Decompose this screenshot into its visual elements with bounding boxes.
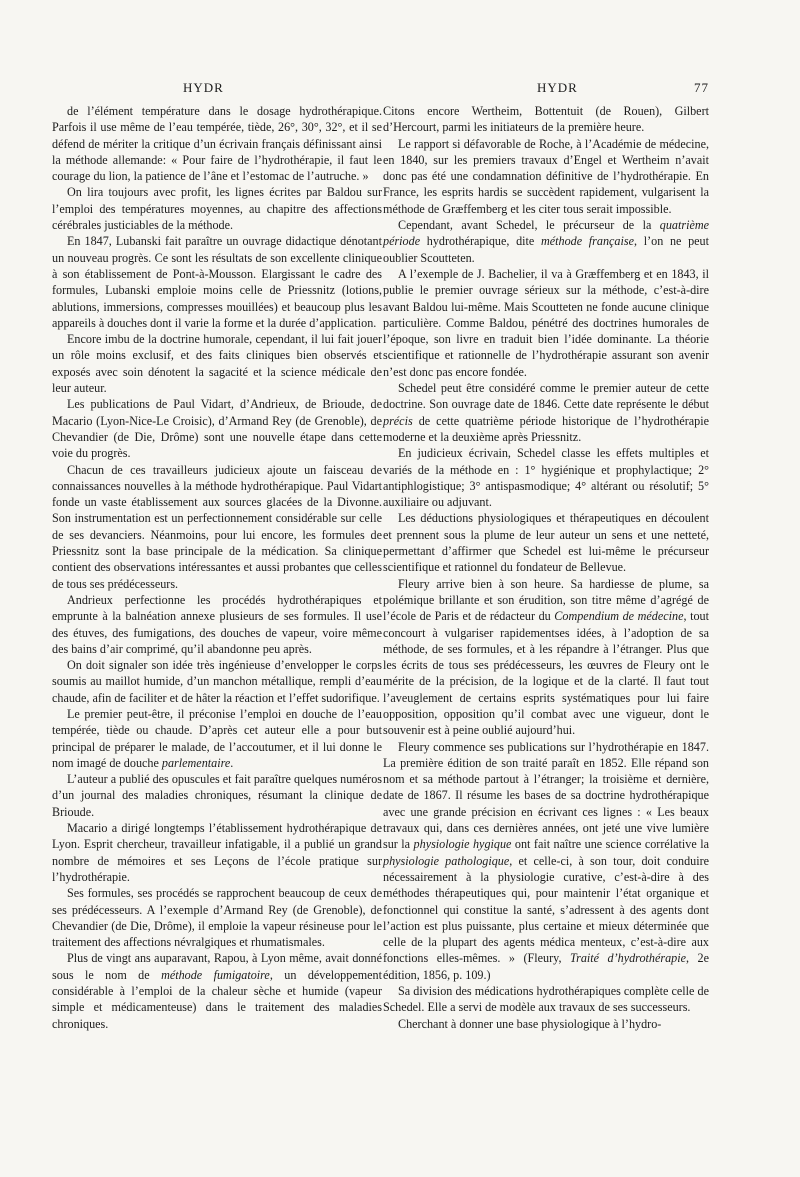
text-run: Les publications de Paul Vidart, d’Andrieux, de Brioude, de Macario (Lyon-Nice-Le Croisic), d’Armand Rey (de Grenoble), de Chevandier (de Die, Drôme) sont une nouvelle étape dans cette voie du progrès.	[52, 397, 382, 461]
text-run: Citons encore Wertheim, Bottentuit (de Rouen), Gilbert d’Hercourt, parmi les initiateurs de la première heure.	[383, 104, 709, 135]
page-number: 77	[694, 80, 709, 95]
text-run: hydrothérapique, dite	[420, 234, 541, 249]
text-run: Fleury arrive bien à son heure. Sa hardiesse de plume, sa polémique brillante et son érudition, son titre même d’agrégé de l’école de Paris et de rédacteur du	[383, 576, 709, 624]
paragraph	[52, 103, 382, 184]
paragraph	[52, 706, 382, 771]
text-run: , et celle-ci, à son tour, doit conduire nécessairement à la physiologie curative, c’est-à-dire à des méthodes thérapeutiques qui, pour maintenir l’état organique et fonctionnel qui constitue la santé, s’adressent à des agents dont l’action est plus puissante, plus certaine et mieux déterminée que celle de la plupart des agents médica menteux, c’est-à-dire aux fonctions elles-mêmes. » (Fleury,	[383, 853, 710, 966]
text-run: Encore imbu de la doctrine humorale, cependant, il lui fait jouer un rôle moins exclusif, et des faits cliniques bien observés et exposés avec soin dénotent la sagacité et la science médicale de leur auteur.	[52, 332, 382, 396]
text-run: En judicieux écrivain, Schedel classe les effets multiples et variés de la méthode en : 1° hygiénique et prophylactique; 2° antiphlogistique; 3° antispasmodique; 4° altérant ou résolutif; 5° auxiliaire ou adjuvant.	[383, 446, 709, 510]
paragraph	[52, 184, 382, 233]
paragraph	[52, 820, 382, 885]
paragraph	[383, 136, 709, 217]
text-run: Le premier peut-être, il préconise l’emploi en douche de l’eau tempérée, tiède ou chaude. D’après cet auteur elle a pour but principal de préparer le malade, de l’accoutumer, et il lui donne le nom imagé de douche	[52, 706, 382, 770]
text-run: Sa division des médications hydrothérapiques complète celle de Schedel. Elle a servi de modèle aux travaux de ses successeurs.	[383, 984, 709, 1015]
paragraph	[383, 380, 709, 445]
text-run: , 2e édition, 1856, p. 109.)	[383, 951, 709, 982]
right-text-column	[383, 103, 709, 1032]
paragraph	[52, 885, 382, 950]
text-run: de l’élément température dans le dosage hydrothérapique. Parfois il use même de l’eau tempérée, tiède, 26°, 30°, 32°, et il se défend de mériter la critique d’un écrivain français définissant ainsi la méthode allemande: « Pour faire de l’hydrothérapie, il faut le courage du lion, la patience de l’âne et l’estomac de l’autruche. »	[52, 104, 382, 184]
italic-text: précis	[383, 413, 413, 428]
paragraph	[383, 1016, 709, 1032]
paragraph	[383, 576, 709, 739]
paragraph	[52, 657, 382, 706]
paragraph	[52, 396, 382, 461]
left-running-head: HYDR	[183, 80, 224, 95]
paragraph	[383, 266, 709, 380]
text-run: .	[230, 755, 234, 770]
paragraph	[52, 233, 382, 331]
italic-text: quatrième période	[383, 218, 709, 249]
text-run: Cependant, avant Schedel, le précurseur de la	[398, 218, 660, 233]
italic-text: physiologie hygique	[413, 837, 512, 852]
italic-text: méthode française	[540, 234, 634, 249]
text-run: ont fait naître une science corrélative la	[511, 837, 709, 852]
paragraph	[383, 739, 709, 983]
text-run: , l’on ne peut oublier Scoutteten.	[383, 234, 710, 265]
text-run: Les déductions physiologiques et thérapeutiques en découlent et prennent sous la plume de leur auteur un sens et une netteté, permettant d’affirmer que Schedel est lui-même le précurseur scientifique et rationnel du fondateur de Bellevue.	[383, 511, 709, 575]
paragraph	[383, 103, 709, 136]
text-run: Schedel peut être considéré comme le premier auteur de cette doctrine. Son ouvrage date de 1846. Cette date représente le début	[383, 381, 709, 412]
paragraph	[52, 592, 382, 657]
italic-text: Traité d’hydrothérapie	[570, 951, 686, 966]
text-run: , tout concourt à vulgariser rapidementses idées, à l’adoption de sa méthode, de ses formules, et à les répandre à l’étranger. Plus que les écrits de tous ses prédécesseurs, les œuvres de Fleury ont le mérite de la précision, de la logique et de la clarté. Il faut tout l’aveuglement de certains esprits systématiques pour lui faire opposition, opposition qu’il combat avec une vigueur, dont le souvenir est à peine oublié aujourd’hui.	[383, 609, 709, 738]
paragraph	[52, 331, 382, 396]
text-run: Plus de vingt ans auparavant, Rapou, à Lyon même, avait donné sous le nom de	[52, 951, 382, 982]
paragraph	[52, 771, 382, 820]
text-run: Cherchant à donner une base physiologique à l’hydro-	[398, 1016, 662, 1031]
text-run: En 1847, Lubanski fait paraître un ouvrage didactique dénotant un nouveau progrès. Ce sont les résultats de son excellente clinique à son établissement de Pont-à-Mousson. Elargissant le cadre des formules, Lubanski emploie moins celle de Priessnitz (lotions, ablutions, immersions, compresses mouillées) et beaucoup plus les appareils à douches dont il varie la forme et la durée d’application.	[52, 234, 382, 330]
paragraph	[383, 445, 709, 510]
text-run: On doit signaler son idée très ingénieuse d’envelopper le corps soumis au maillot humide, d’un manchon métallique, rempli d’eau chaude, afin de faciliter et de hâter la réaction et l’effet sudorifique.	[52, 658, 382, 705]
paragraph	[52, 462, 382, 592]
text-run: A l’exemple de J. Bachelier, il va à Græffemberg et en 1843, il publie le premier ouvrage sérieux sur la méthode, c’est-à-dire avant Baldou lui-même. Mais Scoutteten ne fonde aucune clinique particulière. Comme Baldou, pénétré des doctrines humorales de l’époque, son livre en traduit bien l’idée dominante. La théorie scientifique et rationnelle de l’hydrothérapie assurant son avenir n’est donc pas encore fondée.	[383, 266, 709, 379]
text-run: Ses formules, ses procédés se rapprochent beaucoup de ceux de ses prédécesseurs. A l’exemple d’Armand Rey (de Grenoble), de Chevandier (de Die, Drôme), il emploie la vapeur résineuse pour le traitement des affections névralgiques et rhumatismales.	[52, 886, 382, 950]
text-run: Le rapport si défavorable de Roche, à l’Académie de médecine, en 1840, sur les premiers travaux d’Engel et Wertheim n’avait donc pas été une condamnation définitive de l’hydrothérapie. En France, les esprits hardis se succèdent rapidement, vulgarisent la méthode de Græffemberg et les citer tous serait impossible.	[383, 136, 709, 216]
text-run: , un développement considérable à l’emploi de la chaleur sèche et humide (vapeur simple et médicamenteuse) dans le traitement des maladies chroniques.	[52, 967, 382, 1031]
right-running-head: HYDR	[537, 80, 578, 95]
text-run: Fleury commence ses publications sur l’hydrothérapie en 1847. La première édition de son traité paraît en 1852. Elle répand son nom et sa méthode partout à l’étranger; la troisième et dernière, date de 1867. Il résume les bases de sa doctrine hydrothérapique avec une grande précision en écrivant ces lignes : « Les beaux travaux qui, dans ces dernières années, ont jeté une vive lumière sur la	[383, 739, 709, 852]
text-run: On lira toujours avec profit, les lignes écrites par Baldou sur l’emploi des températures moyennes, au chapitre des affections cérébrales justiciables de la méthode.	[52, 185, 382, 233]
text-run: Andrieux perfectionne les procédés hydrothérapiques et emprunte à la balnéation annexe plusieurs de ses formules. Il use des étuves, des fumigations, des douches de vapeur, voire même des bains d’air comprimé, qu’il abandonne peu après.	[52, 592, 382, 656]
paragraph	[383, 983, 709, 1016]
paragraph	[383, 510, 709, 575]
left-text-column	[52, 103, 382, 1032]
italic-text: méthode fumigatoire	[161, 967, 270, 982]
italic-text: Compendium de médecine	[554, 609, 684, 624]
italic-text: parlementaire	[161, 755, 231, 770]
paragraph	[52, 950, 382, 1031]
paragraph	[383, 217, 709, 266]
text-run: Chacun de ces travailleurs judicieux ajoute un faisceau de connaissances nouvelles à la méthode hydrothérapique. Paul Vidart fonde un vaste établissement aux sources glacées de la Divonne. Son instrumentation est un perfectionnement considérable sur celle de ses devanciers. Néanmoins, pour lui encore, les formules de Priessnitz sont la base principale de la médication. Sa clinique contient des observations intéressantes et aussi probantes que celles de tous ses prédécesseurs.	[52, 462, 382, 591]
text-run: Macario a dirigé longtemps l’établissement hydrothérapique de Lyon. Esprit chercheur, travailleur infatigable, il a publié un grand nombre de mémoires et ses Leçons de l’école pratique sur l’hydrothérapie.	[52, 821, 382, 884]
text-run: de cette quatrième période historique de l’hydrothérapie moderne et la deuxième après Priessnitz.	[383, 413, 709, 444]
italic-text: physiologie pathologique	[383, 853, 510, 868]
text-run: L’auteur a publié des opuscules et fait paraître quelques numéros d’un journal des maladies chroniques, résumant la clinique de Brioude.	[52, 772, 382, 819]
